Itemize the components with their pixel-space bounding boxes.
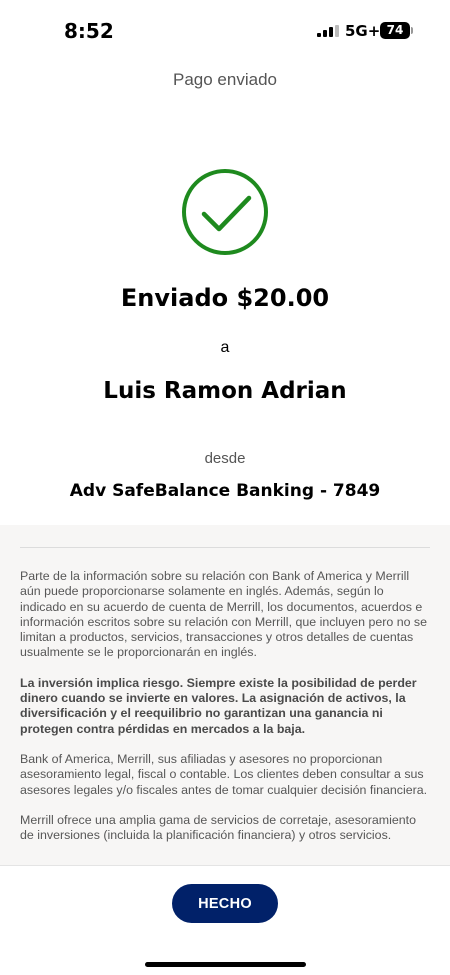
battery-icon	[380, 22, 410, 39]
from-label: desde	[204, 450, 246, 467]
disclosure-legal-advice: Bank of America, Merrill, sus afiliadas y asesores no proporcionan asesoramiento legal, fiscal o contable. Los clientes deben consultar a sus asesores legales y/o fiscales antes de tomar cualquier decisión financiera.	[20, 751, 428, 797]
disclosure-investment-risk: La inversión implica riesgo. Siempre existe la posibilidad de perder dinero cuando se invierte en valores. La asignación de activos, la diversificación y el reequilibrio no garantizan una ganancia ni protegen contra pérdidas en mercados a la baja.	[20, 675, 417, 736]
battery-level: 74	[386, 23, 404, 37]
to-label: a	[220, 339, 230, 356]
checkmark-circle-icon	[181, 168, 269, 256]
status-time: 8:52	[64, 19, 114, 43]
divider	[20, 547, 430, 548]
source-account: Adv SafeBalance Banking - 7849	[69, 481, 381, 501]
disclosure-language-note: Parte de la información sobre su relación con Bank of America y Merrill aún puede proporcionarse solamente en inglés. Además, según lo indicado en su acuerdo de cuenta de Merrill, los documentos, acuerdos e información escritos sobre su relación con Merrill, que incluyen pero no se limitan a productos, servicios, transacciones y otros detalles de cuentas usualmente se le proporcionarán en inglés.	[20, 569, 428, 660]
footer	[0, 865, 450, 975]
network-type-label: 5G+	[345, 22, 381, 40]
sent-amount-heading: Enviado $20.00	[120, 284, 330, 312]
status-bar	[0, 0, 450, 56]
done-button[interactable]: HECHO	[172, 884, 278, 923]
disclosure-services: Merrill ofrece una amplia gama de servicios de corretaje, asesoramiento de inversiones (incluida la planificación financiera) y otros servicios.	[20, 812, 416, 843]
disclosure-text	[20, 569, 432, 858]
recipient-name: Luis Ramon Adrian	[103, 378, 347, 404]
page-title: Pago enviado	[173, 70, 277, 89]
disclosure-section[interactable]	[0, 525, 450, 865]
cellular-signal-icon	[317, 25, 339, 37]
battery-cap	[411, 27, 413, 34]
home-indicator[interactable]	[145, 962, 306, 967]
